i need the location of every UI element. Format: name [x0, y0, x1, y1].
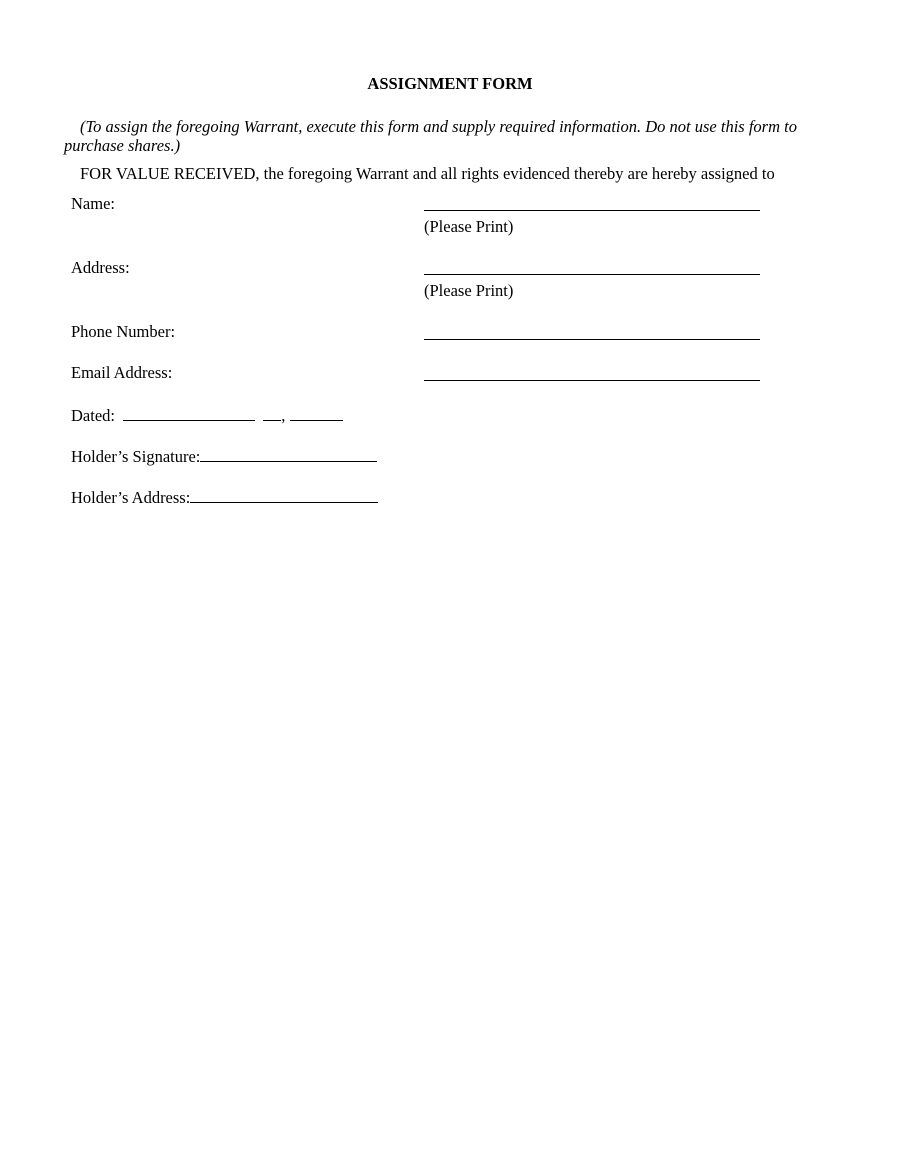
phone-number-label: Phone Number: [71, 322, 176, 341]
value-statement: FOR VALUE RECEIVED, the foregoing Warrant and all rights evidenced thereby are hereby assigned to [80, 164, 775, 183]
address-label: Address: [71, 258, 130, 277]
holder-signature-row [71, 447, 377, 466]
address-input-line[interactable] [424, 274, 760, 275]
holder-address-label: Holder’s Address: [71, 488, 191, 507]
email-address-input-line[interactable] [424, 380, 760, 381]
document-title: ASSIGNMENT FORM [367, 74, 533, 93]
email-address-label: Email Address: [71, 363, 173, 382]
dated-separator: , [281, 406, 286, 425]
address-please-print-note: (Please Print) [424, 281, 514, 300]
holder-address-row [71, 488, 378, 507]
name-label: Name: [71, 194, 115, 213]
dated-year-blank[interactable] [290, 406, 343, 421]
dated-label: Dated: [71, 406, 115, 425]
dated-month-day-blank[interactable] [123, 406, 255, 421]
name-input-line[interactable] [424, 210, 760, 211]
dated-day-blank[interactable] [263, 406, 281, 421]
holder-address-blank[interactable] [190, 488, 378, 503]
name-please-print-note: (Please Print) [424, 217, 514, 236]
holder-signature-label: Holder’s Signature: [71, 447, 201, 466]
dated-row [71, 406, 343, 425]
holder-signature-blank[interactable] [200, 447, 377, 462]
phone-number-input-line[interactable] [424, 339, 760, 340]
instructions-text: (To assign the foregoing Warrant, execute this form and supply required information. Do not use this form to purchase shares.) [64, 117, 797, 155]
